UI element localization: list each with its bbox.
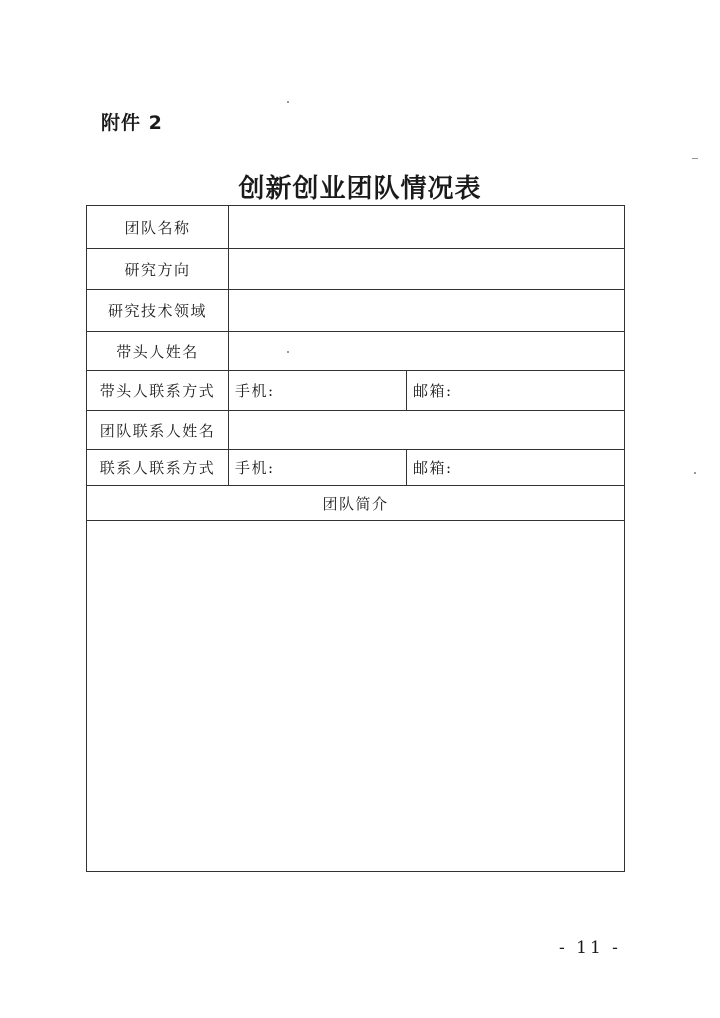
scan-mark — [694, 472, 696, 474]
team-info-form — [86, 205, 625, 872]
leader-contact-label: 带头人联系方式 — [87, 371, 229, 411]
contact-name-label: 团队联系人姓名 — [87, 411, 229, 450]
team-intro-header-row — [87, 486, 625, 521]
contact-email-label: 邮箱: — [413, 459, 453, 477]
contact-contact-row — [87, 450, 625, 486]
research-field-field[interactable] — [229, 290, 625, 332]
contact-contact-label: 联系人联系方式 — [87, 450, 229, 486]
scan-mark — [692, 158, 698, 159]
page-number: - 11 - — [559, 938, 621, 958]
research-direction-row — [87, 249, 625, 290]
research-field-label: 研究技术领域 — [87, 290, 229, 332]
contact-name-row — [87, 411, 625, 450]
team-name-row — [87, 206, 625, 249]
leader-name-label: 带头人姓名 — [87, 332, 229, 371]
team-intro-field[interactable] — [87, 521, 625, 872]
contact-phone-field[interactable] — [229, 450, 407, 486]
research-direction-label: 研究方向 — [87, 249, 229, 290]
leader-name-row — [87, 332, 625, 371]
attachment-label: 附件 2 — [101, 112, 163, 134]
team-intro-row — [87, 521, 625, 872]
scan-mark — [287, 101, 289, 103]
contact-phone-label: 手机: — [235, 459, 275, 477]
leader-phone-field[interactable] — [229, 371, 407, 411]
leader-email-label: 邮箱: — [413, 382, 453, 400]
leader-email-field[interactable] — [407, 371, 625, 411]
scan-mark — [287, 351, 289, 353]
team-name-field[interactable] — [229, 206, 625, 249]
research-direction-field[interactable] — [229, 249, 625, 290]
team-name-label: 团队名称 — [87, 206, 229, 249]
research-field-row — [87, 290, 625, 332]
document-title: 创新创业团队情况表 — [238, 174, 482, 204]
leader-phone-label: 手机: — [235, 382, 275, 400]
leader-contact-row — [87, 371, 625, 411]
team-intro-header: 团队简介 — [87, 486, 625, 521]
contact-email-field[interactable] — [407, 450, 625, 486]
contact-name-field[interactable] — [229, 411, 625, 450]
